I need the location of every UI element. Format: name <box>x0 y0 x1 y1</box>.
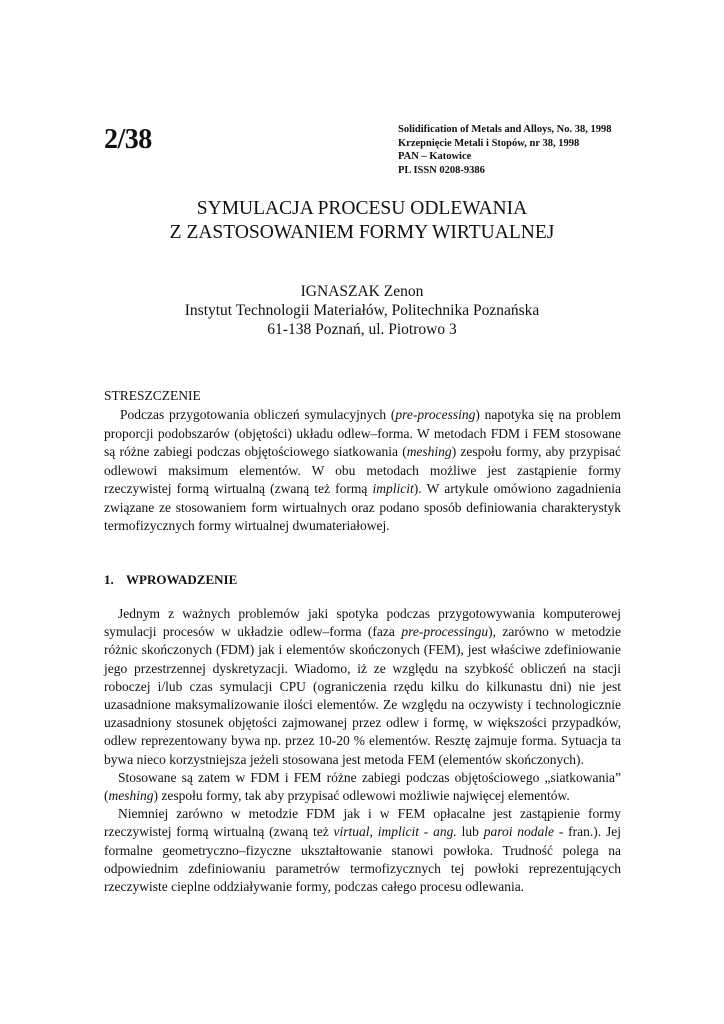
paper-number: 2/38 <box>104 124 152 155</box>
journal-line: PAN – Katowice <box>398 151 472 162</box>
title-line: Z ZASTOSOWANIEM FORMY WIRTUALNEJ <box>169 222 555 243</box>
journal-info <box>398 123 612 177</box>
section-title: WPROWADZENIE <box>126 572 238 587</box>
italic-term: virtual, implicit - ang. <box>333 824 457 840</box>
text-run: Stosowane są zatem w FDM i FEM różne zabiegi podczas objętościowego „siatkowania” ( <box>104 769 621 804</box>
abstract-text <box>104 406 621 536</box>
text-run: lub <box>456 824 484 840</box>
section-heading <box>104 572 237 588</box>
text-run: ), zarówno w metodzie różnic skończonych (FDM) jak i elementów skończonych (FEM), jest właściwe zdefiniowanie jego przestrzennej dyskretyzacji. Wiadomo, iż ze względu na szybkość obliczeń na stacji roboczej i/lub czas symulacji CPU (ograniczenia rzędu kilku do kilkunastu dni) nie jest uzasadnione maksymalizowanie ilości elementów. Ze względu na oczywisty i technologicznie uzasadniony stosunek objętości zajmowanej przez odlew i formę, w większości przypadków, odlew reprezentowany bywa np. przez 10-20 % elementów. Resztę zajmuje forma. Sytuacja ta bywa nieco korzystniejsza jeżeli stosowana jest metoda FEM (elementów skończonych). <box>104 624 621 767</box>
text-run: - fran.). Jej formalne geometryczno–fizyczne ukształtowanie stanowi powłoka. Trudność polega na odpowiednim zdefiniowaniu parametrów termofizycznych tej powłoki reprezentujących rzeczywiste cieplne oddziaływanie formy, podczas całego procesu odlewania. <box>104 824 621 895</box>
journal-line: Solidification of Metals and Alloys, No. 38, 1998 <box>398 124 612 135</box>
journal-line: Krzepnięcie Metali i Stopów, nr 38, 1998 <box>398 137 580 149</box>
italic-term: pre-processingu <box>401 624 489 640</box>
author-address: 61-138 Poznań, ul. Piotrowo 3 <box>267 321 457 338</box>
italic-term: paroi nodale <box>483 824 555 840</box>
text-run: ) zespołu formy, aby przypisać odlewowi maksimum elementów. W obu metodach możliwe jest zastąpienie formy rzeczywistej formą wirtualną (zwaną też formą <box>104 444 621 496</box>
intro-section <box>104 605 621 896</box>
author-affiliation: Instytut Technologii Materiałów, Politechnika Poznańska <box>184 302 540 319</box>
author-block <box>0 282 724 339</box>
text-run: Podczas przygotowania obliczeń symulacyjnych ( <box>120 407 396 422</box>
text-run: ) zespołu formy, tak aby przypisać odlewowi możliwie najwięcej elementów. <box>153 788 570 804</box>
text-run: ) napotyka się na problem proporcji podobszarów (objętości) układu odlew–forma. W metodach FDM i FEM stosowane są różne zabiegi podczas objętościowego siatkowania ( <box>104 407 621 459</box>
section-number: 1. <box>104 572 114 587</box>
paragraph <box>104 605 621 769</box>
paper-title <box>0 197 724 245</box>
text-run: Niemniej zarówno w metodzie FDM jak i w FEM opłacalne jest zastąpienie formy rzeczywistej formą wirtualną (zwaną też <box>104 806 621 840</box>
italic-term: meshing <box>406 444 452 459</box>
text-run: ). W artykule omówiono zagadnienia związane ze stosowaniem form wirtualnych oraz podano sposób definiowania charakterystyk termofizycznych formy wirtualnej dwumateriałowej. <box>104 481 621 533</box>
author-name: IGNASZAK Zenon <box>300 283 424 300</box>
journal-line: PL ISSN 0208-9386 <box>398 164 485 176</box>
abstract-heading: STRESZCZENIE <box>104 388 201 403</box>
text-run: Jednym z ważnych problemów jaki spotyka podczas przygotowywania komputerowej symulacji procesów w układzie odlew–forma (faza <box>104 606 621 640</box>
italic-term: implicit <box>372 481 414 496</box>
paragraph <box>104 769 621 805</box>
italic-term: meshing <box>108 788 154 804</box>
title-line: SYMULACJA PROCESU ODLEWANIA <box>196 198 528 219</box>
paragraph <box>104 805 621 896</box>
italic-term: pre-processing <box>395 407 476 422</box>
